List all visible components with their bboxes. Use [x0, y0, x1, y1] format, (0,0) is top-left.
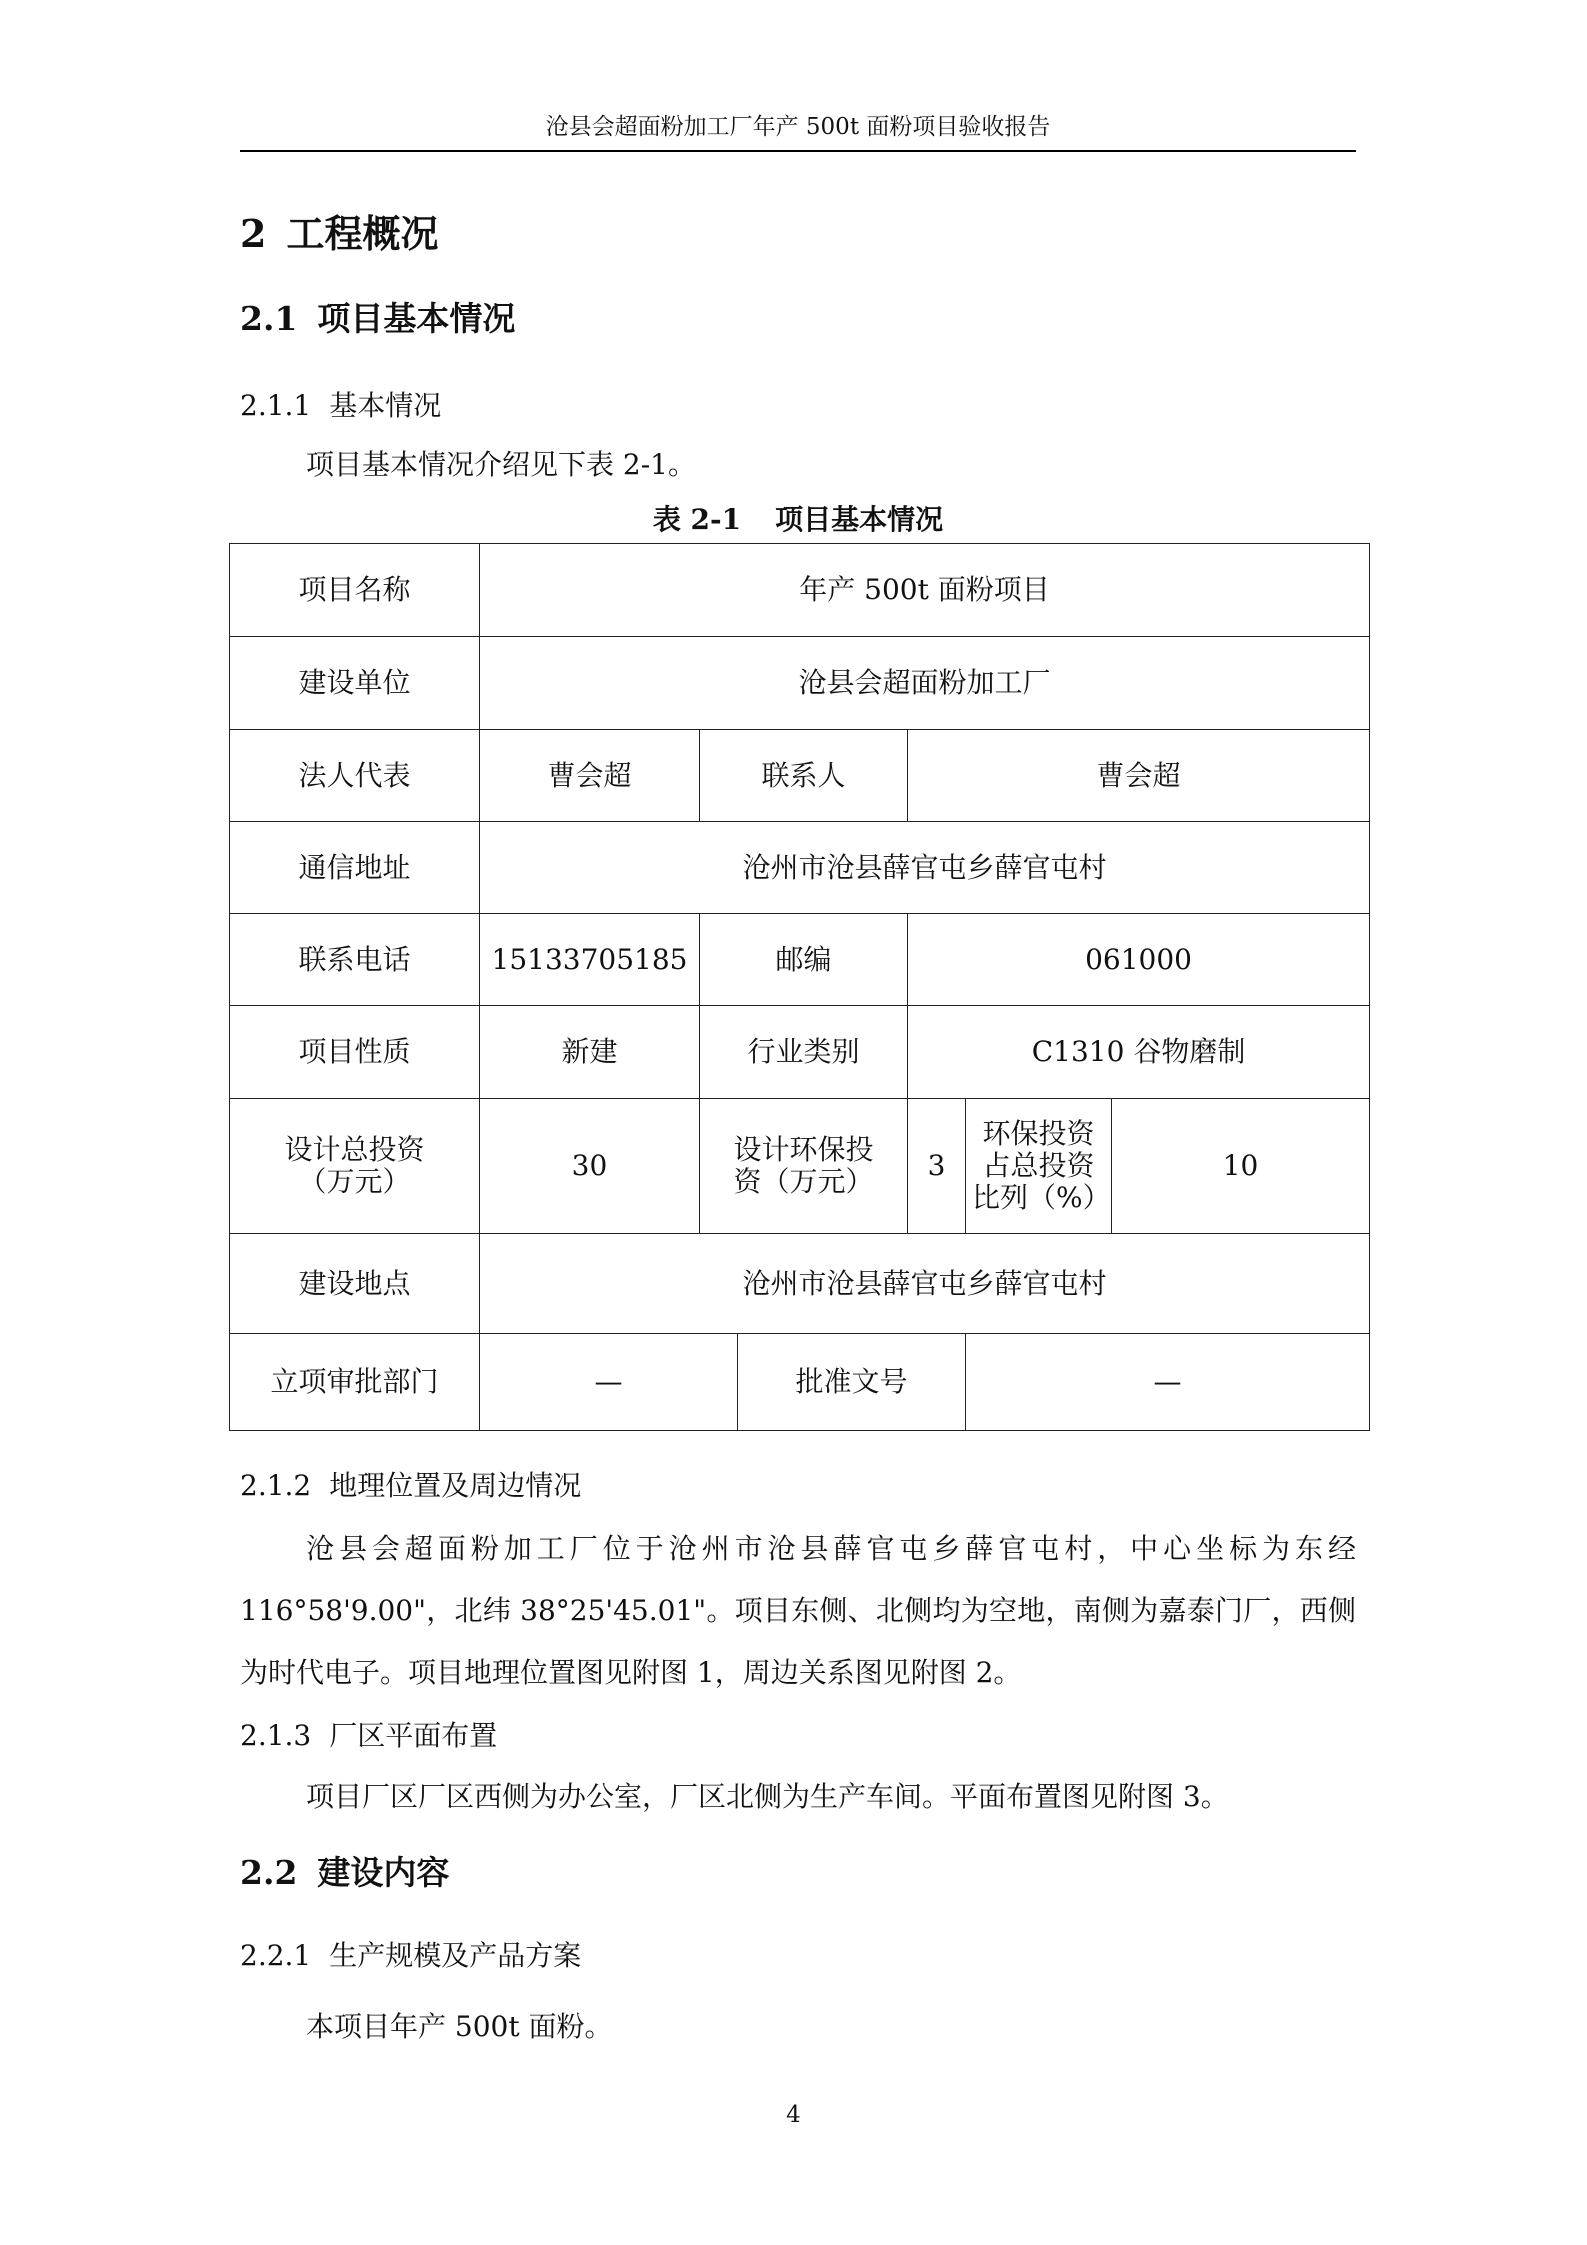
section-2-2-title: 建设内容 [317, 1853, 450, 1892]
legal-rep-label: 法人代表 [230, 730, 480, 822]
table-row [230, 1006, 1370, 1099]
table-row [230, 544, 1370, 637]
section-2-2-heading [240, 1848, 449, 1898]
chapter-title: 工程概况 [286, 211, 439, 256]
page-footer [0, 2100, 1587, 2130]
industry-value: C1310 谷物磨制 [908, 1006, 1370, 1099]
chapter-heading [240, 206, 438, 262]
approval-dept-value: — [480, 1334, 738, 1431]
paragraph-2-1-1: 项目基本情况介绍见下表 2-1。 [306, 448, 696, 481]
postcode-label: 邮编 [700, 914, 908, 1006]
address-value: 沧州市沧县薛官屯乡薛官屯村 [480, 822, 1370, 914]
env-invest-label [700, 1099, 908, 1234]
subsection-2-1-3-title: 厂区平面布置 [329, 1719, 498, 1752]
invest-label [230, 1099, 480, 1234]
subsection-2-2-1-number: 2.2.1 [240, 1939, 312, 1972]
contact-value: 曹会超 [908, 730, 1370, 822]
subsection-2-1-1-number: 2.1.1 [240, 389, 312, 422]
approval-dept-label: 立项审批部门 [230, 1334, 480, 1431]
subsection-2-1-3-heading [240, 1714, 497, 1758]
phone-value: 15133705185 [480, 914, 700, 1006]
project-name-value: 年产 500t 面粉项目 [480, 544, 1370, 637]
builder-value: 沧县会超面粉加工厂 [480, 637, 1370, 730]
project-name-label: 项目名称 [230, 544, 480, 637]
subsection-2-1-2-number: 2.1.2 [240, 1469, 312, 1502]
invest-label-line-1: 设计总投资 [284, 1133, 425, 1166]
running-header [240, 112, 1356, 152]
ratio-label-line-3: 比列（%） [972, 1181, 1111, 1214]
invest-value: 30 [480, 1099, 700, 1234]
section-2-1-title: 项目基本情况 [317, 299, 516, 338]
table-row [230, 1099, 1370, 1234]
site-value: 沧州市沧县薛官屯乡薛官屯村 [480, 1234, 1370, 1334]
table-row [230, 1234, 1370, 1334]
subsection-2-1-1-title: 基本情况 [329, 389, 442, 422]
subsection-2-1-1-heading [240, 384, 441, 428]
subsection-2-1-2-title: 地理位置及周边情况 [329, 1469, 582, 1502]
subsection-2-2-1-heading [240, 1934, 581, 1978]
invest-label-line-2: （万元） [298, 1165, 411, 1198]
contact-label: 联系人 [700, 730, 908, 822]
approval-no-value: — [966, 1334, 1370, 1431]
ratio-label-line-2: 占总投资 [982, 1149, 1095, 1182]
ratio-label [966, 1099, 1112, 1234]
builder-label: 建设单位 [230, 637, 480, 730]
legal-rep-value: 曹会超 [480, 730, 700, 822]
approval-no-label: 批准文号 [738, 1334, 966, 1431]
table-caption [240, 496, 1356, 544]
page-number: 4 [786, 2102, 801, 2128]
table-caption-title: 项目基本情况 [775, 503, 944, 536]
subsection-2-1-3-number: 2.1.3 [240, 1719, 312, 1752]
env-invest-label-line-2: 资（万元） [733, 1165, 874, 1198]
table-row [230, 1334, 1370, 1431]
running-title: 沧县会超面粉加工厂年产 500t 面粉项目验收报告 [545, 114, 1051, 140]
address-label: 通信地址 [230, 822, 480, 914]
paragraph-2-1-2: 沧县会超面粉加工厂位于沧州市沧县薛官屯乡薛官屯村，中心坐标为东经116°58'9.00"，北纬 38°25'45.01"。项目东侧、北侧均为空地，南侧为嘉泰门厂，西侧为时代电子。项目地理位置图见附图 1，周边关系图见附图 2。 [240, 1532, 1356, 1689]
project-info-table [229, 543, 1370, 1431]
table-row [230, 822, 1370, 914]
table-row [230, 637, 1370, 730]
paragraph-2-1-3: 项目厂区厂区西侧为办公室，厂区北侧为生产车间。平面布置图见附图 3。 [306, 1780, 1229, 1813]
subsection-2-2-1-title: 生产规模及产品方案 [329, 1939, 582, 1972]
chapter-number: 2 [240, 211, 267, 256]
paragraph-2-2-1: 本项目年产 500t 面粉。 [306, 2010, 613, 2043]
table-row [230, 914, 1370, 1006]
table-row [230, 730, 1370, 822]
table-caption-number: 表 2-1 [652, 503, 742, 536]
ratio-label-line-1: 环保投资 [982, 1117, 1095, 1150]
nature-label: 项目性质 [230, 1006, 480, 1099]
section-2-1-number: 2.1 [240, 299, 298, 338]
phone-label: 联系电话 [230, 914, 480, 1006]
section-2-1-heading [240, 294, 515, 344]
env-invest-value: 3 [908, 1099, 966, 1234]
env-invest-label-line-1: 设计环保投 [733, 1133, 874, 1166]
section-2-2-number: 2.2 [240, 1853, 298, 1892]
postcode-value: 061000 [908, 914, 1370, 1006]
industry-label: 行业类别 [700, 1006, 908, 1099]
site-label: 建设地点 [230, 1234, 480, 1334]
nature-value: 新建 [480, 1006, 700, 1099]
ratio-value: 10 [1112, 1099, 1370, 1234]
subsection-2-1-2-heading [240, 1464, 581, 1508]
